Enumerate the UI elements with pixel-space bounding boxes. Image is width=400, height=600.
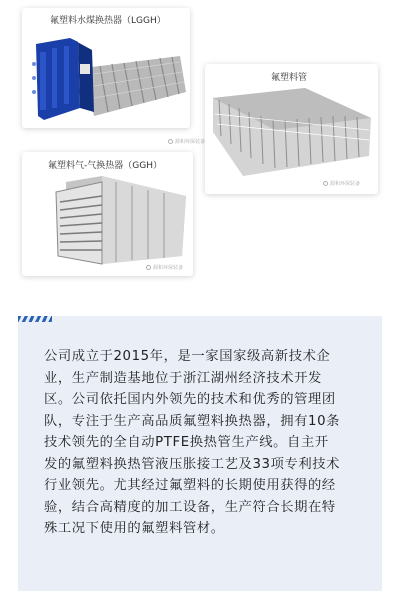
ggh-image	[22, 152, 193, 276]
intro-line: 验，结合高精度的加工设备，生产符合长期在特	[44, 499, 336, 515]
product-card-tube	[205, 64, 378, 194]
intro-line: 队，专注于生产高品质氟塑料换热器，拥有10条	[44, 413, 341, 429]
product-card-ggh	[22, 152, 193, 276]
intro-line: 区。公司依托国内外领先的技术和优秀的管理团	[44, 392, 336, 407]
stripe-decoration	[18, 316, 52, 322]
intro-line: 发的氟塑料换热管液压胀接工艺及33项专利技术	[44, 456, 341, 472]
intro-line: 行业领先。尤其经过氟塑料的长期使用获得的经	[44, 478, 336, 493]
product-title-lggh: 氟塑料水煤换热器（LGGH）	[50, 16, 166, 26]
watermark-ggh: 源和环保装备	[146, 264, 183, 271]
intro-line: 殊工况下使用的氟塑料管材。	[44, 521, 225, 536]
product-title-tube: 氟塑料管	[271, 73, 308, 83]
intro-line: 公司成立于2015年，是一家国家级高新技术企	[44, 349, 331, 364]
product-card-lggh	[22, 8, 190, 128]
intro-line: 业，生产制造基地位于浙江湖州经济技术开发	[44, 370, 322, 386]
tube-image	[205, 64, 378, 194]
company-intro-panel	[18, 316, 382, 591]
intro-line: 技术领先的全自动PTFE换热管生产线。自主开	[44, 435, 329, 450]
watermark-lggh: 源和环保装备	[168, 138, 205, 145]
product-title-ggh: 氟塑料气-气换热器（GGH）	[48, 161, 162, 171]
lggh-image	[22, 8, 190, 128]
watermark-tube: 源和环保装备	[323, 180, 360, 187]
company-intro-text	[44, 346, 360, 540]
